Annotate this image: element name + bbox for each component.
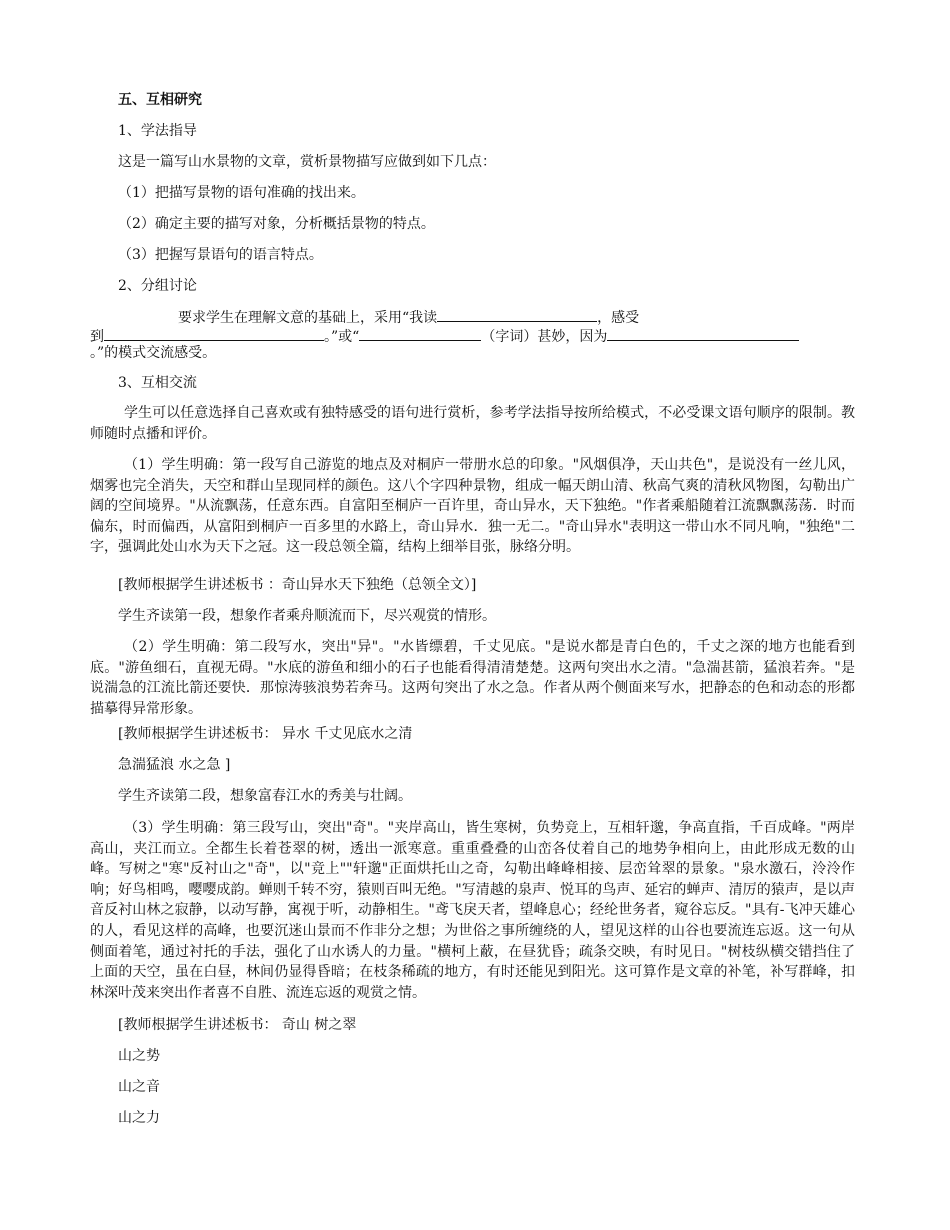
board-note-2-line-2: 急湍猛浪 水之急 ]	[118, 757, 231, 773]
study-method-point-3: （3）把握写景语句的语言特点。	[118, 247, 323, 263]
discussion-template-line-3: 。”的模式交流感受。	[90, 345, 217, 361]
student-paragraph-2: （2）学生明确：第二段写水，突出"异"。"水皆缥碧，千丈见底。"是说水都是青白色的，千丈之深的地方也能看到底。"游鱼细石，直视无碍。"水底的游鱼和细小的石子也能看得清清楚楚。这两句突出水之清。"急湍甚箭，猛浪若奔。"是说湍急的江流比箭还要快．那惊涛骇浪势若奔马。这两句突出了水之急。作者从两个侧面来写水，把静态的色和动态的形都描摹得异常形象。	[90, 639, 855, 717]
fill-blank-feeling	[104, 325, 324, 341]
subsection-title-group-discussion: 2、分组讨论	[118, 278, 197, 294]
study-method-point-1: （1）把描写景物的语句准确的找出来。	[118, 185, 365, 201]
reading-note-1: 学生齐读第一段，想象作者乘舟顺流而下，尽兴观赏的情形。	[118, 608, 496, 624]
discussion-text-c: 到	[90, 329, 104, 345]
discussion-text-e: （字词）甚妙，因为	[481, 329, 608, 345]
reading-note-2: 学生齐读第二段，想象富春江水的秀美与壮阔。	[118, 788, 412, 804]
study-method-point-2: （2）确定主要的描写对象，分析概括景物的特点。	[118, 216, 435, 232]
board-item-mountain-power: 山之力	[118, 1110, 160, 1126]
subsection-title-exchange: 3、互相交流	[118, 375, 197, 391]
student-paragraph-1: （1）学生明确：第一段写自己游览的地点及对桐庐一带册水总的印象。"风烟俱净，天山共色"，是说没有一丝儿风，烟雾也完全消失，天空和群山呈现同样的颜色。这八个字四种景物，组成一幅天朗山清、秋高气爽的清秋风物图，勾勒出广阔的空间境界。"从流飘荡，任意东西。自富阳至桐庐一百许里，奇山异水，天下独绝。"作者乘船随着江流飘飘荡荡．时而偏东，时而偏西，从富阳到桐庐一百多里的水路上，奇山异水．独一无二。"奇山异水"表明这一带山水不同凡响，"独绝"二字，强调此处山水为天下之冠。这一段总领全篇，结构上细举目张，脉络分明。	[90, 457, 855, 556]
student-paragraph-3: （3）学生明确：第三段写山，突出"奇"。"夹岸高山，皆生寒树，负势竞上，互相轩邈，争高直指，千百成峰。"两岸高山，夹江而立。全都生长着苍翠的树，透出一派寒意。重重叠叠的山峦各仗着自己的地势争相向上，由此形成无数的山峰。写树之"寒"反衬山之"奇"，以"竞上""轩邈"正面烘托山之奇，勾勒出峰峰相接、层峦耸翠的景象。"泉水激石，泠泠作响；好鸟相鸣，嘤嘤成韵。蝉则千转不穷，猿则百叫无绝。"写清越的泉声、悦耳的鸟声、延宕的蝉声、清厉的猿声，是以声音反衬山林之寂静，以动写静，寓视于听，动静相生。"鸢飞戾天者，望峰息心；经纶世务者，窥谷忘反。"具有-飞冲天雄心的人，看见这样的高峰，也要沉迷山景而不作非分之想；为世俗之事所缠绕的人，望见这样的山谷也要流连忘返。这一句从侧面着笔，通过衬托的手法，强化了山水诱人的力量。"横柯上蔽，在昼犹昏；疏条交映，有时见日。"树枝纵横交错挡住了上面的天空，虽在白昼，林间仍显得昏暗；在枝条稀疏的地方，有时还能见到阳光。这可算作是文章的补笔，补写群峰，扣林深叶茂来突出作者喜不自胜、流连忘返的观赏之情。	[90, 820, 855, 1001]
discussion-text-b: ，感受	[597, 310, 640, 326]
subsection-title-study-method: 1、学法指导	[118, 123, 197, 139]
board-note-3: [教师根据学生讲述板书： 奇山 树之翠	[118, 1017, 357, 1033]
fill-blank-word	[359, 325, 481, 341]
discussion-text-d: 。”或“	[324, 329, 360, 345]
fill-blank-reason	[607, 325, 799, 341]
discussion-text-a: 要求学生在理解文意的基础上，采用“我读	[178, 310, 438, 326]
section-heading: 五、互相研究	[118, 92, 202, 108]
board-note-2-line-1: [教师根据学生讲述板书： 异水 千丈见底水之清	[118, 726, 413, 742]
fill-blank-reading	[437, 306, 597, 322]
board-item-mountain-sound: 山之音	[118, 1079, 160, 1095]
study-method-intro: 这是一篇写山水景物的文章，赏析景物描写应做到如下几点：	[118, 154, 496, 170]
board-note-1: [教师根据学生讲述板书 ：奇山异水天下独绝（总领全文）]	[118, 577, 477, 593]
board-item-mountain-momentum: 山之势	[118, 1048, 160, 1064]
exchange-intro-paragraph: 学生可以任意选择自己喜欢或有独特感受的语句进行赏析，参考学法指导按所给模式，不必受课文语句顺序的限制。教师随时点播和评价。	[90, 405, 855, 442]
